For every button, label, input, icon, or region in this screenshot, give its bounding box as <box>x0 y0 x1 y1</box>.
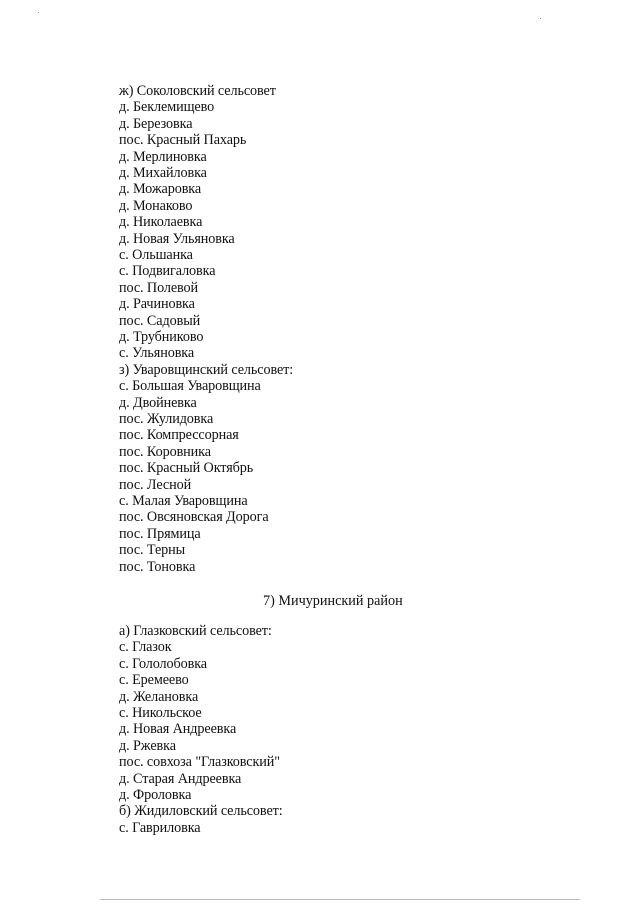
list-item: д. Мерлиновка <box>119 148 207 165</box>
list-item: пос. Красный Октябрь <box>119 460 254 477</box>
list-item: д. Монаково <box>119 197 193 214</box>
list-item: д. Михайловка <box>119 165 207 181</box>
list-item: д. Новая Ульяновка <box>119 230 235 247</box>
list-item: д. Рачиновка <box>119 296 195 313</box>
list-item: пос. Полевой <box>119 279 199 296</box>
list-item: с. Малая Уваровщина <box>119 493 248 509</box>
list-item: с. Подвигаловка <box>119 263 216 280</box>
list-item: пос. Садовый <box>119 312 201 329</box>
list-item: пос. Прямица <box>119 525 201 542</box>
list-item: пос. Красный Пахарь <box>119 132 247 149</box>
list-item: пос. Овсяновская Дорога <box>119 509 269 526</box>
list-item: д. Трубниково <box>119 329 204 345</box>
list-item: с. Гавриловка <box>119 819 201 836</box>
list-item: с. Глазок <box>119 639 172 656</box>
list-item: ж) Соколовский сельсовет <box>119 83 276 99</box>
list-item: д. Фроловка <box>119 787 192 803</box>
list-item: д. Можаровка <box>119 181 202 198</box>
list-item: с. Ульяновка <box>119 345 195 362</box>
list-item: з) Уваровщинский сельсовет: <box>119 361 294 378</box>
scan-speck <box>38 12 39 13</box>
list-item: д. Беклемищево <box>119 99 215 116</box>
list-item: пос. Тоновка <box>119 558 196 575</box>
list-item: пос. совхоза "Глазковский" <box>119 754 280 771</box>
list-item: б) Жидиловский сельсовет: <box>119 803 283 820</box>
list-item: пос. Жулидовка <box>119 411 214 427</box>
list-item: д. Двойневка <box>119 394 197 411</box>
list-item: д. Ржевка <box>119 737 176 754</box>
list-item: с. Большая Уваровщина <box>119 378 261 395</box>
scan-bottom-edge <box>100 899 580 900</box>
scan-speck <box>540 18 541 19</box>
list-item: с. Никольское <box>119 705 202 721</box>
list-item: пос. Компрессорная <box>119 427 239 444</box>
list-item: пос. Коровника <box>119 443 211 460</box>
list-item: д. Новая Андреевка <box>119 721 237 738</box>
list-item: д. Старая Андреевка <box>119 770 242 787</box>
list-item: а) Глазковский сельсовет: <box>119 623 272 639</box>
list-item: с. Ольшанка <box>119 247 193 263</box>
list-item: с. Гололобовка <box>119 655 207 672</box>
list-item: д. Желановка <box>119 688 199 705</box>
list-item: д. Березовка <box>119 115 193 132</box>
list-item: пос. Терны <box>119 542 186 559</box>
list-item: с. Еремеево <box>119 672 189 689</box>
list-item: д. Николаевка <box>119 214 203 231</box>
section-heading: 7) Мичуринский район <box>263 593 403 609</box>
list-item: пос. Лесной <box>119 476 192 493</box>
